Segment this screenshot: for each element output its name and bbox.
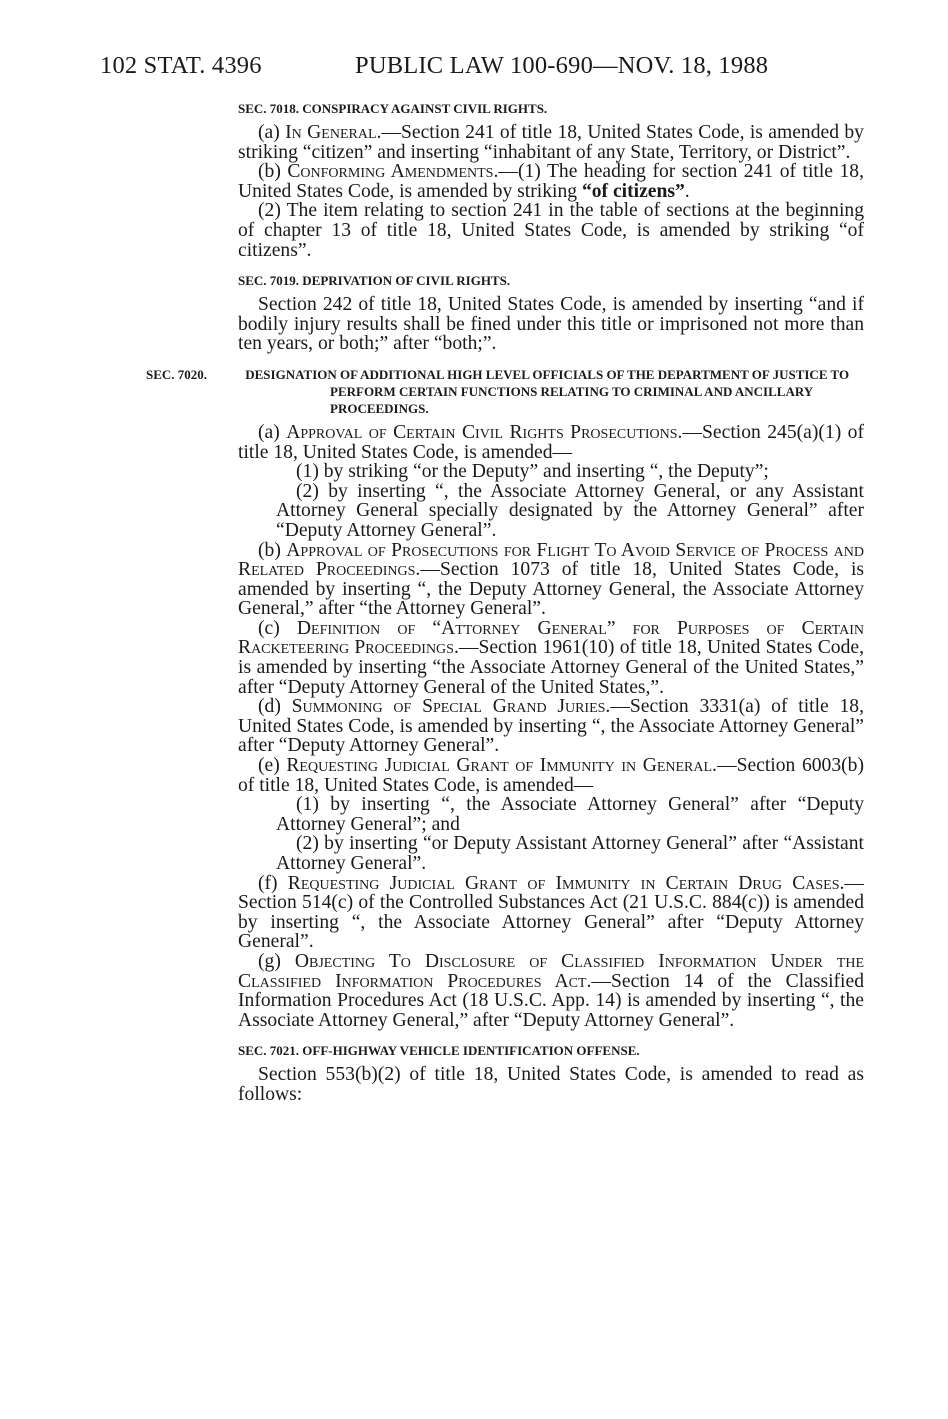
paragraph-7020-e1: (1) by inserting “, the Associate Attorney General” after “Deputy Attorney General”; and xyxy=(276,794,864,835)
paragraph-7020-a2: (2) by inserting “, the Associate Attorney General, or any Assistant Attorney General specially designated by the Attorney General” after “Deputy Attorney General”. xyxy=(276,480,864,541)
section-heading-7019: SEC. 7019. DEPRIVATION OF CIVIL RIGHTS. xyxy=(238,273,511,289)
subsection-7020-a: (a) Approval of Certain Civil Rights Prosecutions.—Section 245(a)(1) of title 18, United States Code, is amended— xyxy=(238,421,864,463)
subsection-7020-g: (g) Objecting To Disclosure of Classified Information Under the Classified Information Procedures Act.—Section 14 of the Classified Information Procedures Act (18 U.S.C. App. 14) is amended by inserting “, the Associate Attorney General,” after “Deputy Attorney General”. xyxy=(238,950,865,1031)
section-heading-7018: SEC. 7018. CONSPIRACY AGAINST CIVIL RIGHTS. xyxy=(238,101,548,116)
subsection-7020-d: (d) Summoning of Special Grand Juries.—Section 3331(a) of title 18, United States Code, is amended by inserting “, the Associate Attorney General” after “Deputy Attorney General”. xyxy=(238,696,864,757)
document-body xyxy=(146,100,865,1105)
statute-citation: 102 STAT. 4396 xyxy=(100,52,262,79)
section-7021-text: Section 553(b)(2) of title 18, United States Code, is amended to read as follows: xyxy=(238,1064,864,1105)
public-law-title: PUBLIC LAW 100-690—NOV. 18, 1988 xyxy=(355,52,769,79)
subsection-7018-b: (b) Conforming Amendments.—(1) The heading for section 241 of title 18, United States Code, is amended by striking “of citizens”. xyxy=(238,161,864,202)
subsection-7020-c: (c) Definition of “Attorney General” for Purposes of Certain Racketeering Proceedings.—Section 1961(10) of title 18, United States Code, is amended by inserting “the Associate Attorney General of the United States,” after “Deputy Attorney General of the United States,”. xyxy=(238,617,864,698)
section-heading-7021: SEC. 7021. OFF-HIGHWAY VEHICLE IDENTIFICATION OFFENSE. xyxy=(238,1043,640,1059)
subsection-7018-b2: (2) The item relating to section 241 in the table of sections at the beginning of chapter 13 of title 18, United States Code, is amended by striking “of citizens”. xyxy=(238,200,864,261)
subsection-7020-f: (f) Requesting Judicial Grant of Immunity in Certain Drug Cases.—Section 514(c) of the Controlled Substances Act (21 U.S.C. 884(c)) is amended by inserting “, the Associate Attorney General” after “Deputy Attorney General”. xyxy=(238,872,864,953)
paragraph-7020-a1: (1) by striking “or the Deputy” and inserting “, the Deputy”; xyxy=(296,461,769,483)
subsection-7020-b: (b) Approval of Prosecutions for Flight To Avoid Service of Process and Related Proceedings.—Section 1073 of title 18, United States Code, is amended by inserting “, the Deputy Attorney General, the Associate Attorney General,” after “the Attorney General”. xyxy=(238,539,865,620)
section-heading-7020: SEC. 7020. DESIGNATION OF ADDITIONAL HIGH LEVEL OFFICIALS OF THE DEPARTMENT OF JUSTICE TO PERFORM CERTAIN FUNCTIONS RELATING TO CRIMINAL AND ANCILLARY PROCEEDINGS. xyxy=(146,366,850,416)
subsection-7018-a: (a) In General.—Section 241 of title 18, United States Code, is amended by striking “citizen” and inserting “inhabitant of any State, Territory, or District”. xyxy=(238,122,864,163)
paragraph-7020-e2: (2) by inserting “or Deputy Assistant Attorney General” after “Assistant Attorney General”. xyxy=(276,833,864,874)
section-7019-text: Section 242 of title 18, United States Code, is amended by inserting “and if bodily injury results shall be fined under this title or imprisoned not more than ten years, or both;” after “both;”. xyxy=(238,294,864,355)
subsection-7020-e: (e) Requesting Judicial Grant of Immunity in General.—Section 6003(b) of title 18, United States Code, is amended— xyxy=(238,755,864,796)
